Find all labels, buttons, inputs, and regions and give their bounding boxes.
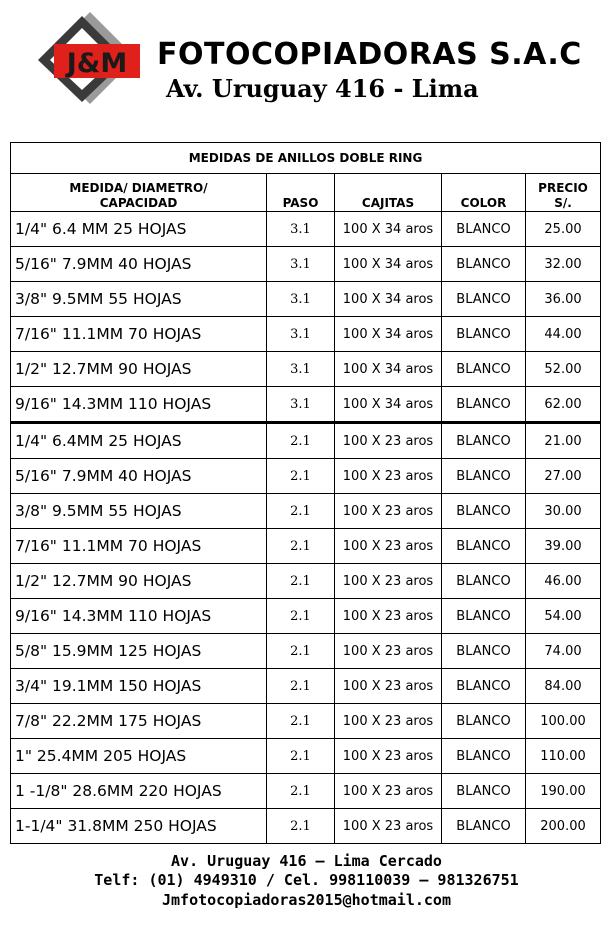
cajitas-cell: 100 X 23 aros xyxy=(335,459,442,494)
color-cell: BLANCO xyxy=(442,459,526,494)
cajitas-cell: 100 X 23 aros xyxy=(335,634,442,669)
color-cell: BLANCO xyxy=(442,212,526,247)
precio-cell: 52.00 xyxy=(526,352,601,387)
precio-cell: 74.00 xyxy=(526,634,601,669)
paso-cell: 2.1 xyxy=(267,423,335,459)
table-row xyxy=(11,599,601,634)
table-row xyxy=(11,564,601,599)
cajitas-cell: 100 X 34 aros xyxy=(335,317,442,352)
paso-cell: 2.1 xyxy=(267,774,335,809)
logo-graphic xyxy=(34,12,146,104)
cajitas-cell: 100 X 34 aros xyxy=(335,282,442,317)
precio-cell: 84.00 xyxy=(526,669,601,704)
color-cell: BLANCO xyxy=(442,529,526,564)
table-row xyxy=(11,247,601,282)
column-header-medida-line2: CAPACIDAD xyxy=(99,196,178,210)
column-header-cajitas: CAJITAS xyxy=(335,174,442,212)
cajitas-cell: 100 X 34 aros xyxy=(335,387,442,423)
precio-cell: 39.00 xyxy=(526,529,601,564)
color-cell: BLANCO xyxy=(442,247,526,282)
table-header-row xyxy=(11,174,601,212)
paso-cell: 3.1 xyxy=(267,212,335,247)
medida-cell: 7/16" 11.1MM 70 HOJAS xyxy=(11,317,267,352)
paso-cell: 2.1 xyxy=(267,599,335,634)
table-row xyxy=(11,352,601,387)
column-header-medida-line1: MEDIDA/ DIAMETRO/ xyxy=(69,181,208,195)
table-row xyxy=(11,459,601,494)
precio-cell: 25.00 xyxy=(526,212,601,247)
paso-cell: 3.1 xyxy=(267,352,335,387)
medida-cell: 1" 25.4MM 205 HOJAS xyxy=(11,739,267,774)
medida-cell: 1/2" 12.7MM 90 HOJAS xyxy=(11,564,267,599)
color-cell: BLANCO xyxy=(442,599,526,634)
paso-cell: 2.1 xyxy=(267,459,335,494)
table-row xyxy=(11,669,601,704)
precio-cell: 46.00 xyxy=(526,564,601,599)
medida-cell: 1/4" 6.4 MM 25 HOJAS xyxy=(11,212,267,247)
cajitas-cell: 100 X 34 aros xyxy=(335,212,442,247)
table-row xyxy=(11,774,601,809)
precio-cell: 200.00 xyxy=(526,809,601,844)
color-cell: BLANCO xyxy=(442,494,526,529)
paso-cell: 2.1 xyxy=(267,529,335,564)
medida-cell: 1 -1/8" 28.6MM 220 HOJAS xyxy=(11,774,267,809)
precio-cell: 30.00 xyxy=(526,494,601,529)
precio-cell: 32.00 xyxy=(526,247,601,282)
table-row xyxy=(11,387,601,423)
medida-cell: 7/8" 22.2MM 175 HOJAS xyxy=(11,704,267,739)
color-cell: BLANCO xyxy=(442,669,526,704)
paso-cell: 3.1 xyxy=(267,247,335,282)
paso-cell: 2.1 xyxy=(267,809,335,844)
precio-cell: 110.00 xyxy=(526,739,601,774)
column-header-precio xyxy=(526,174,601,212)
cajitas-cell: 100 X 23 aros xyxy=(335,599,442,634)
color-cell: BLANCO xyxy=(442,387,526,423)
paso-cell: 2.1 xyxy=(267,739,335,774)
logo-text: J&M xyxy=(66,48,128,79)
cajitas-cell: 100 X 23 aros xyxy=(335,774,442,809)
color-cell: BLANCO xyxy=(442,352,526,387)
color-cell: BLANCO xyxy=(442,809,526,844)
color-cell: BLANCO xyxy=(442,564,526,599)
color-cell: BLANCO xyxy=(442,704,526,739)
medida-cell: 1/2" 12.7MM 90 HOJAS xyxy=(11,352,267,387)
precio-cell: 27.00 xyxy=(526,459,601,494)
medida-cell: 1/4" 6.4MM 25 HOJAS xyxy=(11,423,267,459)
paso-cell: 2.1 xyxy=(267,669,335,704)
table-row xyxy=(11,529,601,564)
table-row xyxy=(11,494,601,529)
company-name: FOTOCOPIADORAS S.A.C xyxy=(157,37,582,72)
medida-cell: 5/16" 7.9MM 40 HOJAS xyxy=(11,247,267,282)
medida-cell: 7/16" 11.1MM 70 HOJAS xyxy=(11,529,267,564)
table-row xyxy=(11,809,601,844)
precio-cell: 21.00 xyxy=(526,423,601,459)
paso-cell: 2.1 xyxy=(267,494,335,529)
table-row xyxy=(11,317,601,352)
medida-cell: 3/8" 9.5MM 55 HOJAS xyxy=(11,494,267,529)
color-cell: BLANCO xyxy=(442,739,526,774)
table-body xyxy=(11,212,601,844)
medida-cell: 5/8" 15.9MM 125 HOJAS xyxy=(11,634,267,669)
paso-cell: 2.1 xyxy=(267,704,335,739)
paso-cell: 3.1 xyxy=(267,317,335,352)
medida-cell: 9/16" 14.3MM 110 HOJAS xyxy=(11,387,267,423)
table-row xyxy=(11,704,601,739)
medida-cell: 9/16" 14.3MM 110 HOJAS xyxy=(11,599,267,634)
column-header-medida xyxy=(11,174,267,212)
table-row xyxy=(11,739,601,774)
cajitas-cell: 100 X 23 aros xyxy=(335,423,442,459)
precio-cell: 44.00 xyxy=(526,317,601,352)
cajitas-cell: 100 X 23 aros xyxy=(335,704,442,739)
cajitas-cell: 100 X 23 aros xyxy=(335,809,442,844)
column-header-precio-line2: S/. xyxy=(554,196,572,210)
footer-email: Jmfotocopiadoras2015@hotmail.com xyxy=(162,891,451,909)
precio-cell: 100.00 xyxy=(526,704,601,739)
column-header-color: COLOR xyxy=(442,174,526,212)
cajitas-cell: 100 X 23 aros xyxy=(335,494,442,529)
table-row xyxy=(11,212,601,247)
medida-cell: 1-1/4" 31.8MM 250 HOJAS xyxy=(11,809,267,844)
color-cell: BLANCO xyxy=(442,317,526,352)
cajitas-cell: 100 X 23 aros xyxy=(335,739,442,774)
footer-address: Av. Uruguay 416 – Lima Cercado xyxy=(171,852,442,870)
footer-phones: Telf: (01) 4949310 / Cel. 998110039 – 981326751 xyxy=(94,871,519,889)
cajitas-cell: 100 X 23 aros xyxy=(335,669,442,704)
cajitas-cell: 100 X 23 aros xyxy=(335,529,442,564)
color-cell: BLANCO xyxy=(442,634,526,669)
cajitas-cell: 100 X 34 aros xyxy=(335,352,442,387)
price-table xyxy=(10,142,601,844)
cajitas-cell: 100 X 34 aros xyxy=(335,247,442,282)
table-row xyxy=(11,423,601,459)
cajitas-cell: 100 X 23 aros xyxy=(335,564,442,599)
column-header-precio-line1: PRECIO xyxy=(538,181,588,195)
color-cell: BLANCO xyxy=(442,423,526,459)
company-logo xyxy=(34,12,146,104)
paso-cell: 2.1 xyxy=(267,564,335,599)
color-cell: BLANCO xyxy=(442,282,526,317)
precio-cell: 62.00 xyxy=(526,387,601,423)
paso-cell: 2.1 xyxy=(267,634,335,669)
precio-cell: 190.00 xyxy=(526,774,601,809)
medida-cell: 3/8" 9.5MM 55 HOJAS xyxy=(11,282,267,317)
company-address: Av. Uruguay 416 - Lima xyxy=(166,74,479,103)
precio-cell: 36.00 xyxy=(526,282,601,317)
precio-cell: 54.00 xyxy=(526,599,601,634)
paso-cell: 3.1 xyxy=(267,387,335,423)
column-header-paso: PASO xyxy=(267,174,335,212)
paso-cell: 3.1 xyxy=(267,282,335,317)
color-cell: BLANCO xyxy=(442,774,526,809)
table-row xyxy=(11,282,601,317)
table-row xyxy=(11,634,601,669)
table-caption: MEDIDAS DE ANILLOS DOBLE RING xyxy=(11,143,601,174)
medida-cell: 5/16" 7.9MM 40 HOJAS xyxy=(11,459,267,494)
medida-cell: 3/4" 19.1MM 150 HOJAS xyxy=(11,669,267,704)
